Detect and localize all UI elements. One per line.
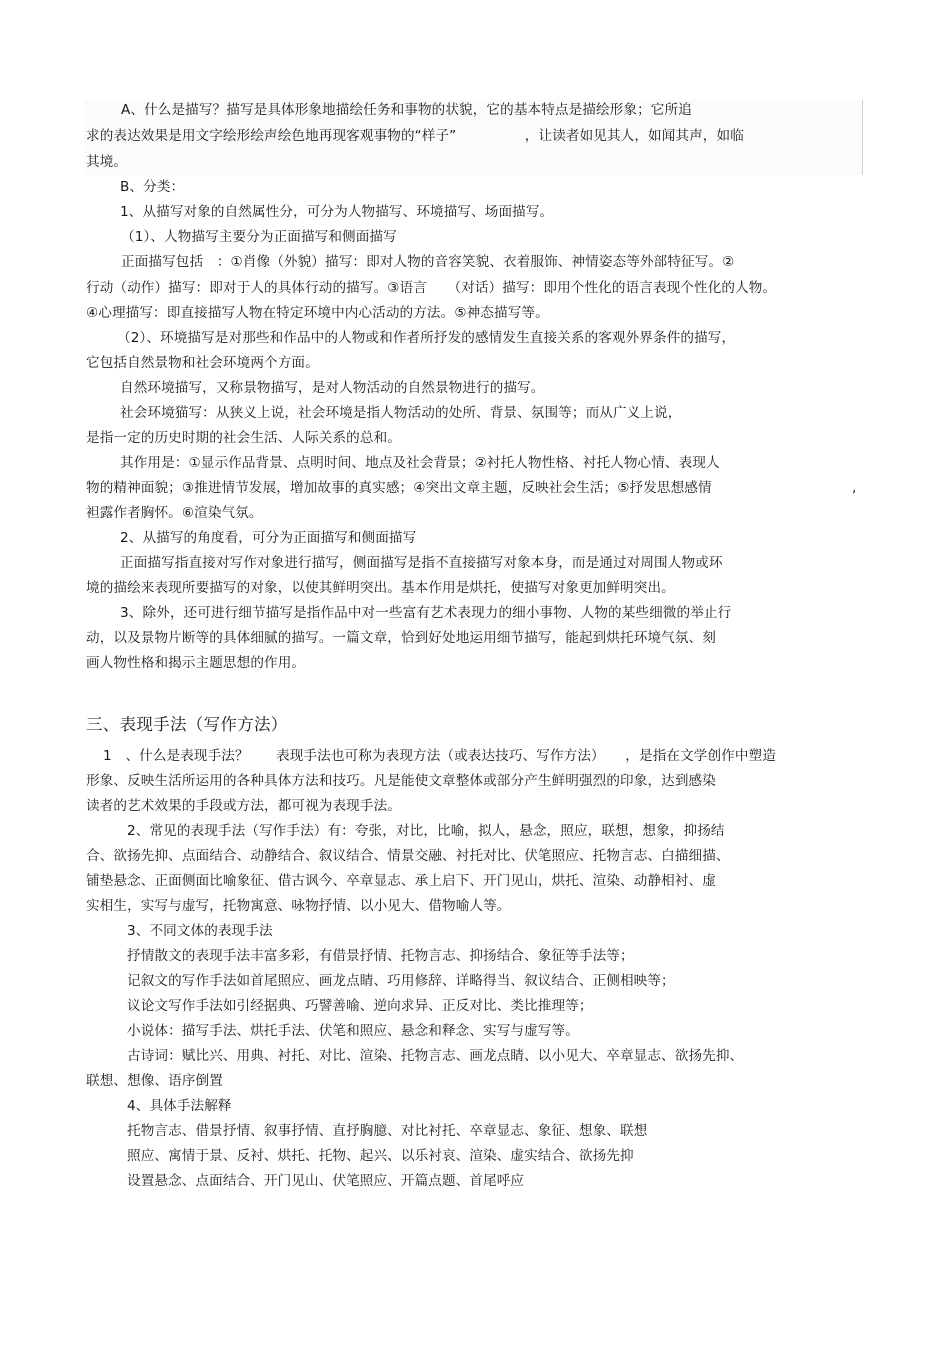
paragraph-line: 实相生，实写与虚写，托物寓意、咏物抒情、以小见大、借物喻人等。 xyxy=(86,898,511,914)
paragraph-line: 行动（动作）描写：即对于人的具体行动的描写。③语言 （对话）描写：即用个性化的语言表现个性化的人物。 xyxy=(86,280,777,296)
paragraph-line: 3、除外，还可进行细节描写是指作品中对一些富有艺术表现力的细小事物、人物的某些细微的举止行 xyxy=(120,605,732,621)
paragraph-line: 联想、想像、语序倒置 xyxy=(86,1073,223,1089)
paragraph-line: 袒露作者胸怀。⑥渲染气氛。 xyxy=(86,505,263,521)
section-heading: 三、表现手法（写作方法） xyxy=(86,715,288,734)
paragraph-line: 1 、什么是表现手法？ 表现手法也可称为表现方法（或表达技巧、写作方法） ，是指在文学创作中塑造 xyxy=(103,748,776,764)
paragraph-line: 议论文写作手法如引经据典、巧譬善喻、逆向求异、正反对比、类比推理等； xyxy=(127,998,593,1014)
paragraph-line: 正面描写指直接对写作对象进行描写，侧面描写是指不直接描写对象本身，而是通过对周围人物或环 xyxy=(120,555,723,571)
paragraph-line: 设置悬念、点面结合、开门见山、伏笔照应、开篇点题、首尾呼应 xyxy=(127,1173,525,1189)
paragraph-line: A、什么是描写？描写是具体形象地描绘任务和事物的状貌，它的基本特点是描绘形象；它所追 xyxy=(121,102,692,118)
paragraph-line: 读者的艺术效果的手段或方法，都可视为表现手法。 xyxy=(86,798,401,814)
paragraph-line: B、分类： xyxy=(120,179,185,195)
paragraph-line: 2、从描写的角度看，可分为正面描写和侧面描写 xyxy=(120,530,417,546)
paragraph-line: 其境。 xyxy=(86,154,128,170)
paragraph-line: 合、欲扬先抑、点面结合、动静结合、叙议结合、情景交融、衬托对比、伏笔照应、托物言志、白描细描、 xyxy=(86,848,730,864)
paragraph-line: 4、具体手法解释 xyxy=(127,1098,232,1114)
paragraph-line: 照应、寓情于景、反衬、烘托、托物、起兴、以乐衬哀、渲染、虚实结合、欲扬先抑 xyxy=(127,1148,634,1164)
paragraph-line: 它包括自然景物和社会环境两个方面。 xyxy=(86,355,319,371)
paragraph-line: 3、不同文体的表现手法 xyxy=(127,923,273,939)
paragraph-line: 其作用是：①显示作品背景、点明时间、地点及社会背景；②衬托人物性格、衬托人物心情、表现人 xyxy=(120,455,720,471)
paragraph-line: 记叙文的写作手法如首尾照应、画龙点睛、巧用修辞、详略得当、叙议结合、正侧相映等； xyxy=(127,973,675,989)
paragraph-line: 托物言志、借景抒情、叙事抒情、直抒胸臆、对比衬托、卒章显志、象征、想象、联想 xyxy=(127,1123,648,1139)
paragraph-line: 境的描绘来表现所要描写的对象，以使其鲜明突出。基本作用是烘托，使描写对象更加鲜明突出。 xyxy=(86,580,675,596)
paragraph-line: 小说体：描写手法、烘托手法、伏笔和照应、悬念和释念、实写与虚写等。 xyxy=(127,1023,579,1039)
paragraph-line: 1、从描写对象的自然属性分，可分为人物描写、环境描写、场面描写。 xyxy=(120,204,554,220)
paragraph-line: 社会环境猫写：从狭义上说，社会环境是指人物活动的处所、背景、氛围等；而从广义上说， xyxy=(120,405,682,421)
paragraph-line: 抒情散文的表现手法丰富多彩，有借景抒情、托物言志、抑扬结合、象征等手法等； xyxy=(127,948,634,964)
paragraph-line: 形象、反映生活所运用的各种具体方法和技巧。凡是能使文章整体或部分产生鲜明强烈的印象，达到感染 xyxy=(86,773,716,789)
paragraph-line: 求的表达效果是用文字绘形绘声绘色地再现客观事物的“样子” ，让读者如见其人，如闻其声，如临 xyxy=(86,128,744,144)
paragraph-line: 铺垫悬念、正面侧面比喻象征、借古讽今、卒章显志、承上启下、开门见山，烘托、渲染、动静相衬、虚 xyxy=(86,873,716,889)
paragraph-line: （1）、人物描写主要分为正面描写和侧面描写 xyxy=(121,229,397,245)
paragraph-line: 画人物性格和揭示主题思想的作用。 xyxy=(86,655,306,671)
paragraph-line: 是指一定的历史时期的社会生活、人际关系的总和。 xyxy=(86,430,401,446)
paragraph-line: （2）、环境描写是对那些和作品中的人物或和作者所抒发的感情发生直接关系的客观外界条件的描写， xyxy=(117,330,736,346)
paragraph-line: 古诗词：赋比兴、用典、衬托、对比、渲染、托物言志、画龙点睛、以小见大、卒章显志、欲扬先抑、 xyxy=(127,1048,744,1064)
paragraph-line: 正面描写包括 ：①肖像（外貌）描写：即对人物的音容笑貌、衣着服饰、神情姿态等外部特征写。② xyxy=(121,254,735,270)
paragraph-line: 动，以及景物片断等的具体细腻的描写。一篇文章，恰到好处地运用细节描写，能起到烘托环境气氛、刻 xyxy=(86,630,716,646)
paragraph-line: 物的精神面貌；③推进情节发展，增加故事的真实感；④突出文章主题，反映社会生活；⑤抒发思想感情 xyxy=(86,480,712,496)
paragraph-line: 自然环境描写，又称景物描写，是对人物活动的自然景物进行的描写。 xyxy=(120,380,545,396)
paragraph-line: 2、常见的表现手法（写作手法）有：夸张，对比，比喻，拟人，悬念，照应，联想，想象，抑扬结 xyxy=(127,823,725,839)
stray-comma: , xyxy=(852,480,857,496)
paragraph-line: ④心理描写：即直接描写人物在特定环境中内心活动的方法。⑤神态描写等。 xyxy=(86,305,549,321)
